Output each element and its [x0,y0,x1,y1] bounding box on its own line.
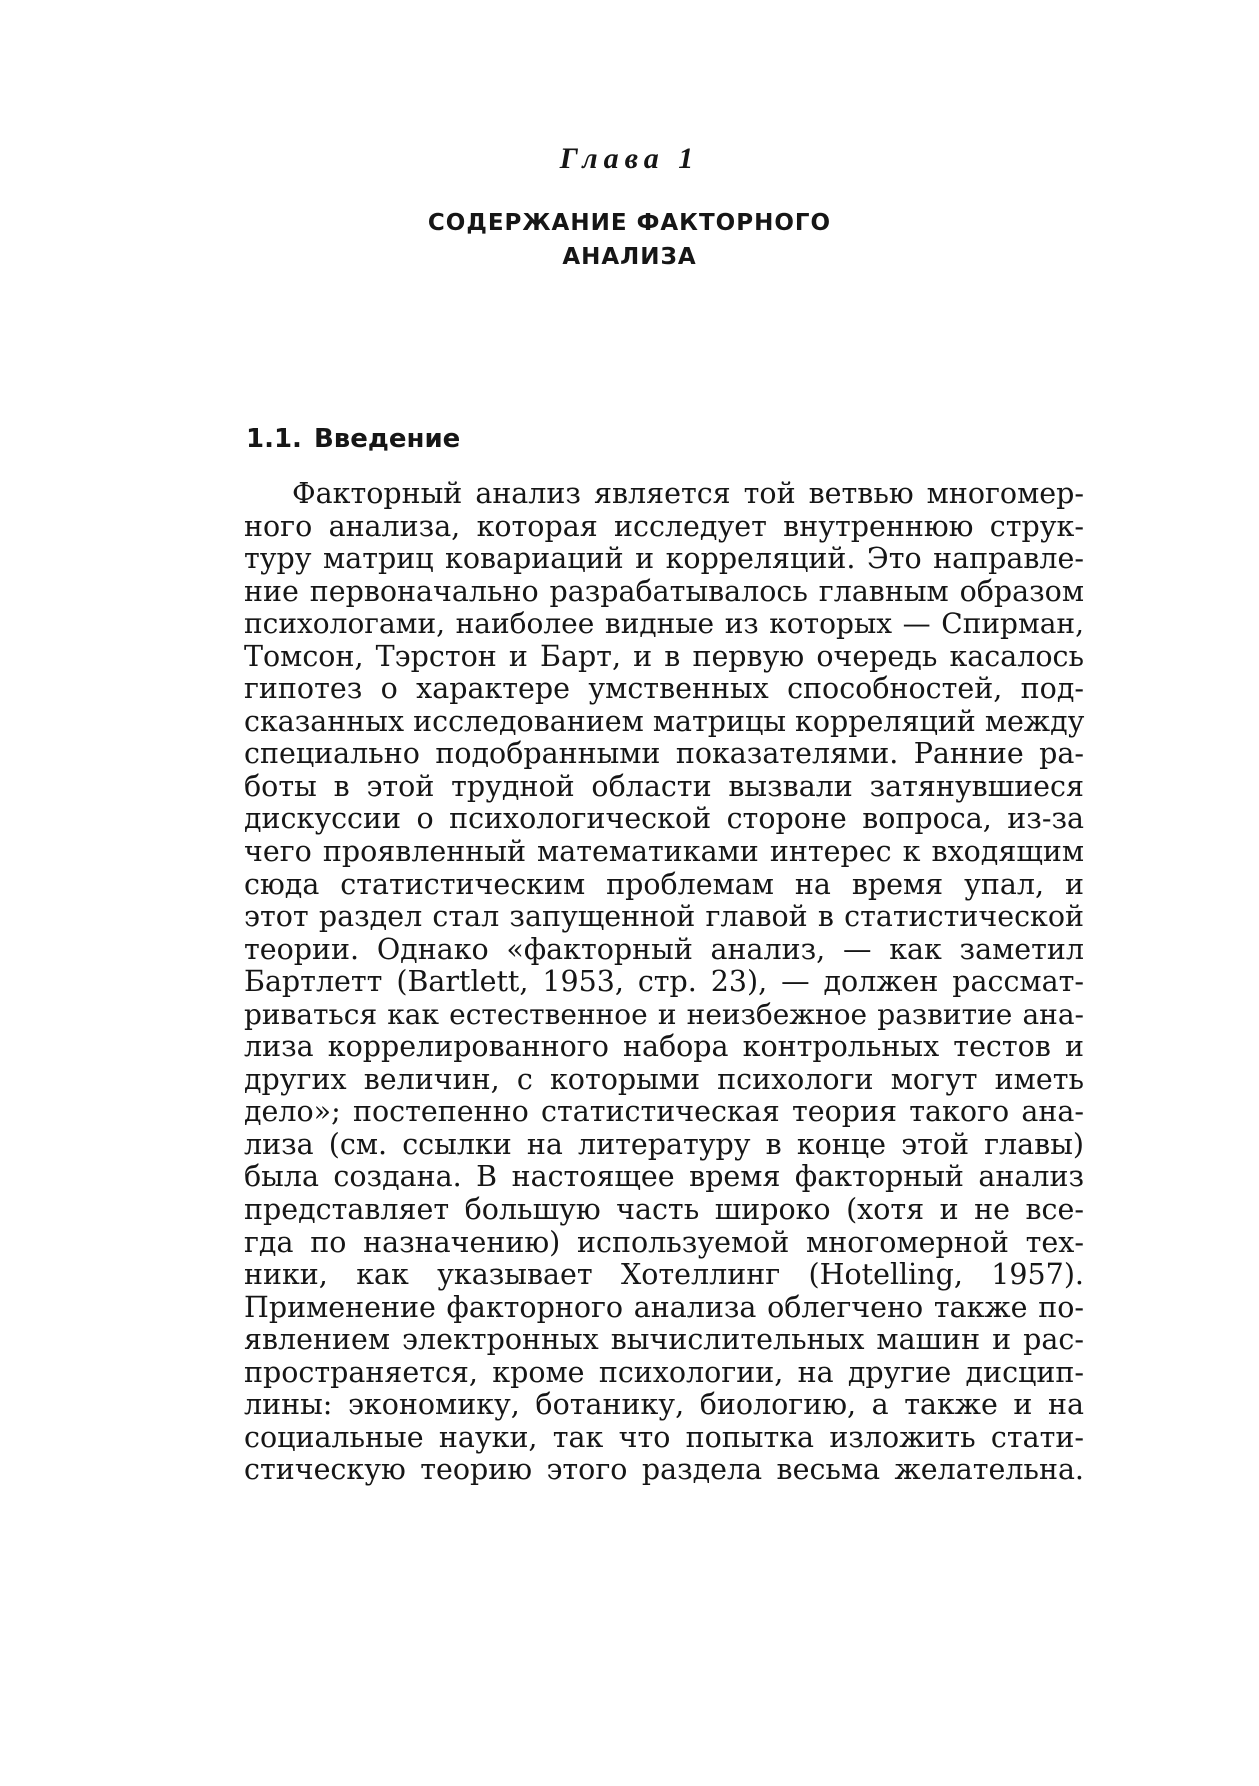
section-title: Введение [313,424,461,454]
body-text [244,478,1084,1487]
section-number: 1.1. [246,424,302,454]
chapter-title [0,206,1259,274]
text-line: Бартлетт (Bartlett, 1953, стр. 23), — должен рассмат- [244,965,1084,999]
text-line: специально подобранными показателями. Ранние ра- [244,737,1084,771]
text-line: явлением электронных вычислительных машин и рас- [244,1323,1084,1357]
text-line: была создана. В настоящее время факторный анализ [244,1160,1084,1194]
text-line: ники, как указывает Хотеллинг (Hotelling, 1957). [244,1258,1084,1292]
text-line: дискуссии о психологической стороне вопроса, из-за [244,802,1084,836]
chapter-title-line: АНАЛИЗА [562,244,697,270]
text-line: Факторный анализ является той ветвью многомер- [292,477,1084,510]
text-line: лиза (см. ссылки на литературу в конце этой главы) [244,1127,1084,1161]
text-line: теории. Однако «факторный анализ, — как заметил [244,932,1084,966]
text-line: сказанных исследованием матрицы корреляций между [244,704,1085,738]
text-line: сюда статистическим проблемам на время упал, и [244,867,1084,901]
text-line: ние первоначально разрабатывалось главным образом [244,574,1084,608]
text-line: дело»; постепенно статистическая теория такого ана- [244,1095,1084,1129]
chapter-label: Глава 1 [559,142,700,175]
text-line: психологами, наиболее видные из которых — Спирман, [244,607,1084,641]
text-line: чего проявленный математиками интерес к входящим [244,835,1084,869]
text-line: этот раздел стал запущенной главой в статистической [244,900,1084,934]
text-line: гипотез о характере умственных способностей, под- [244,672,1084,706]
section-heading [246,424,460,454]
text-line: других величин, с которыми психологи могут иметь [244,1062,1084,1096]
text-line: социальные науки, так что попытка изложить стати- [244,1420,1084,1454]
text-line: Томсон, Тэрстон и Барт, и в первую очередь касалось [244,639,1084,673]
text-line: туру матриц ковариаций и корреляций. Это направле- [244,542,1084,576]
text-line: гда по назначению) используемой многомерной тех- [244,1225,1084,1259]
text-line: риваться как естественное и неизбежное развитие ана- [244,997,1084,1031]
text-line: Применение факторного анализа облегчено также по- [244,1290,1084,1324]
text-line: стическую теорию этого раздела весьма желательна. [244,1453,1084,1487]
text-line: лины: экономику, ботанику, биологию, а также и на [244,1388,1084,1422]
text-line: ного анализа, которая исследует внутреннюю струк- [244,509,1084,543]
chapter-title-line: СОДЕРЖАНИЕ ФАКТОРНОГО [427,210,832,236]
text-line: боты в этой трудной области вызвали затянувшиеся [244,769,1084,803]
text-line: лиза коррелированного набора контрольных тестов и [244,1030,1084,1064]
text-line: представляет большую часть широко (хотя и не все- [244,1193,1084,1227]
text-line: пространяется, кроме психологии, на другие дисцип- [244,1355,1084,1389]
